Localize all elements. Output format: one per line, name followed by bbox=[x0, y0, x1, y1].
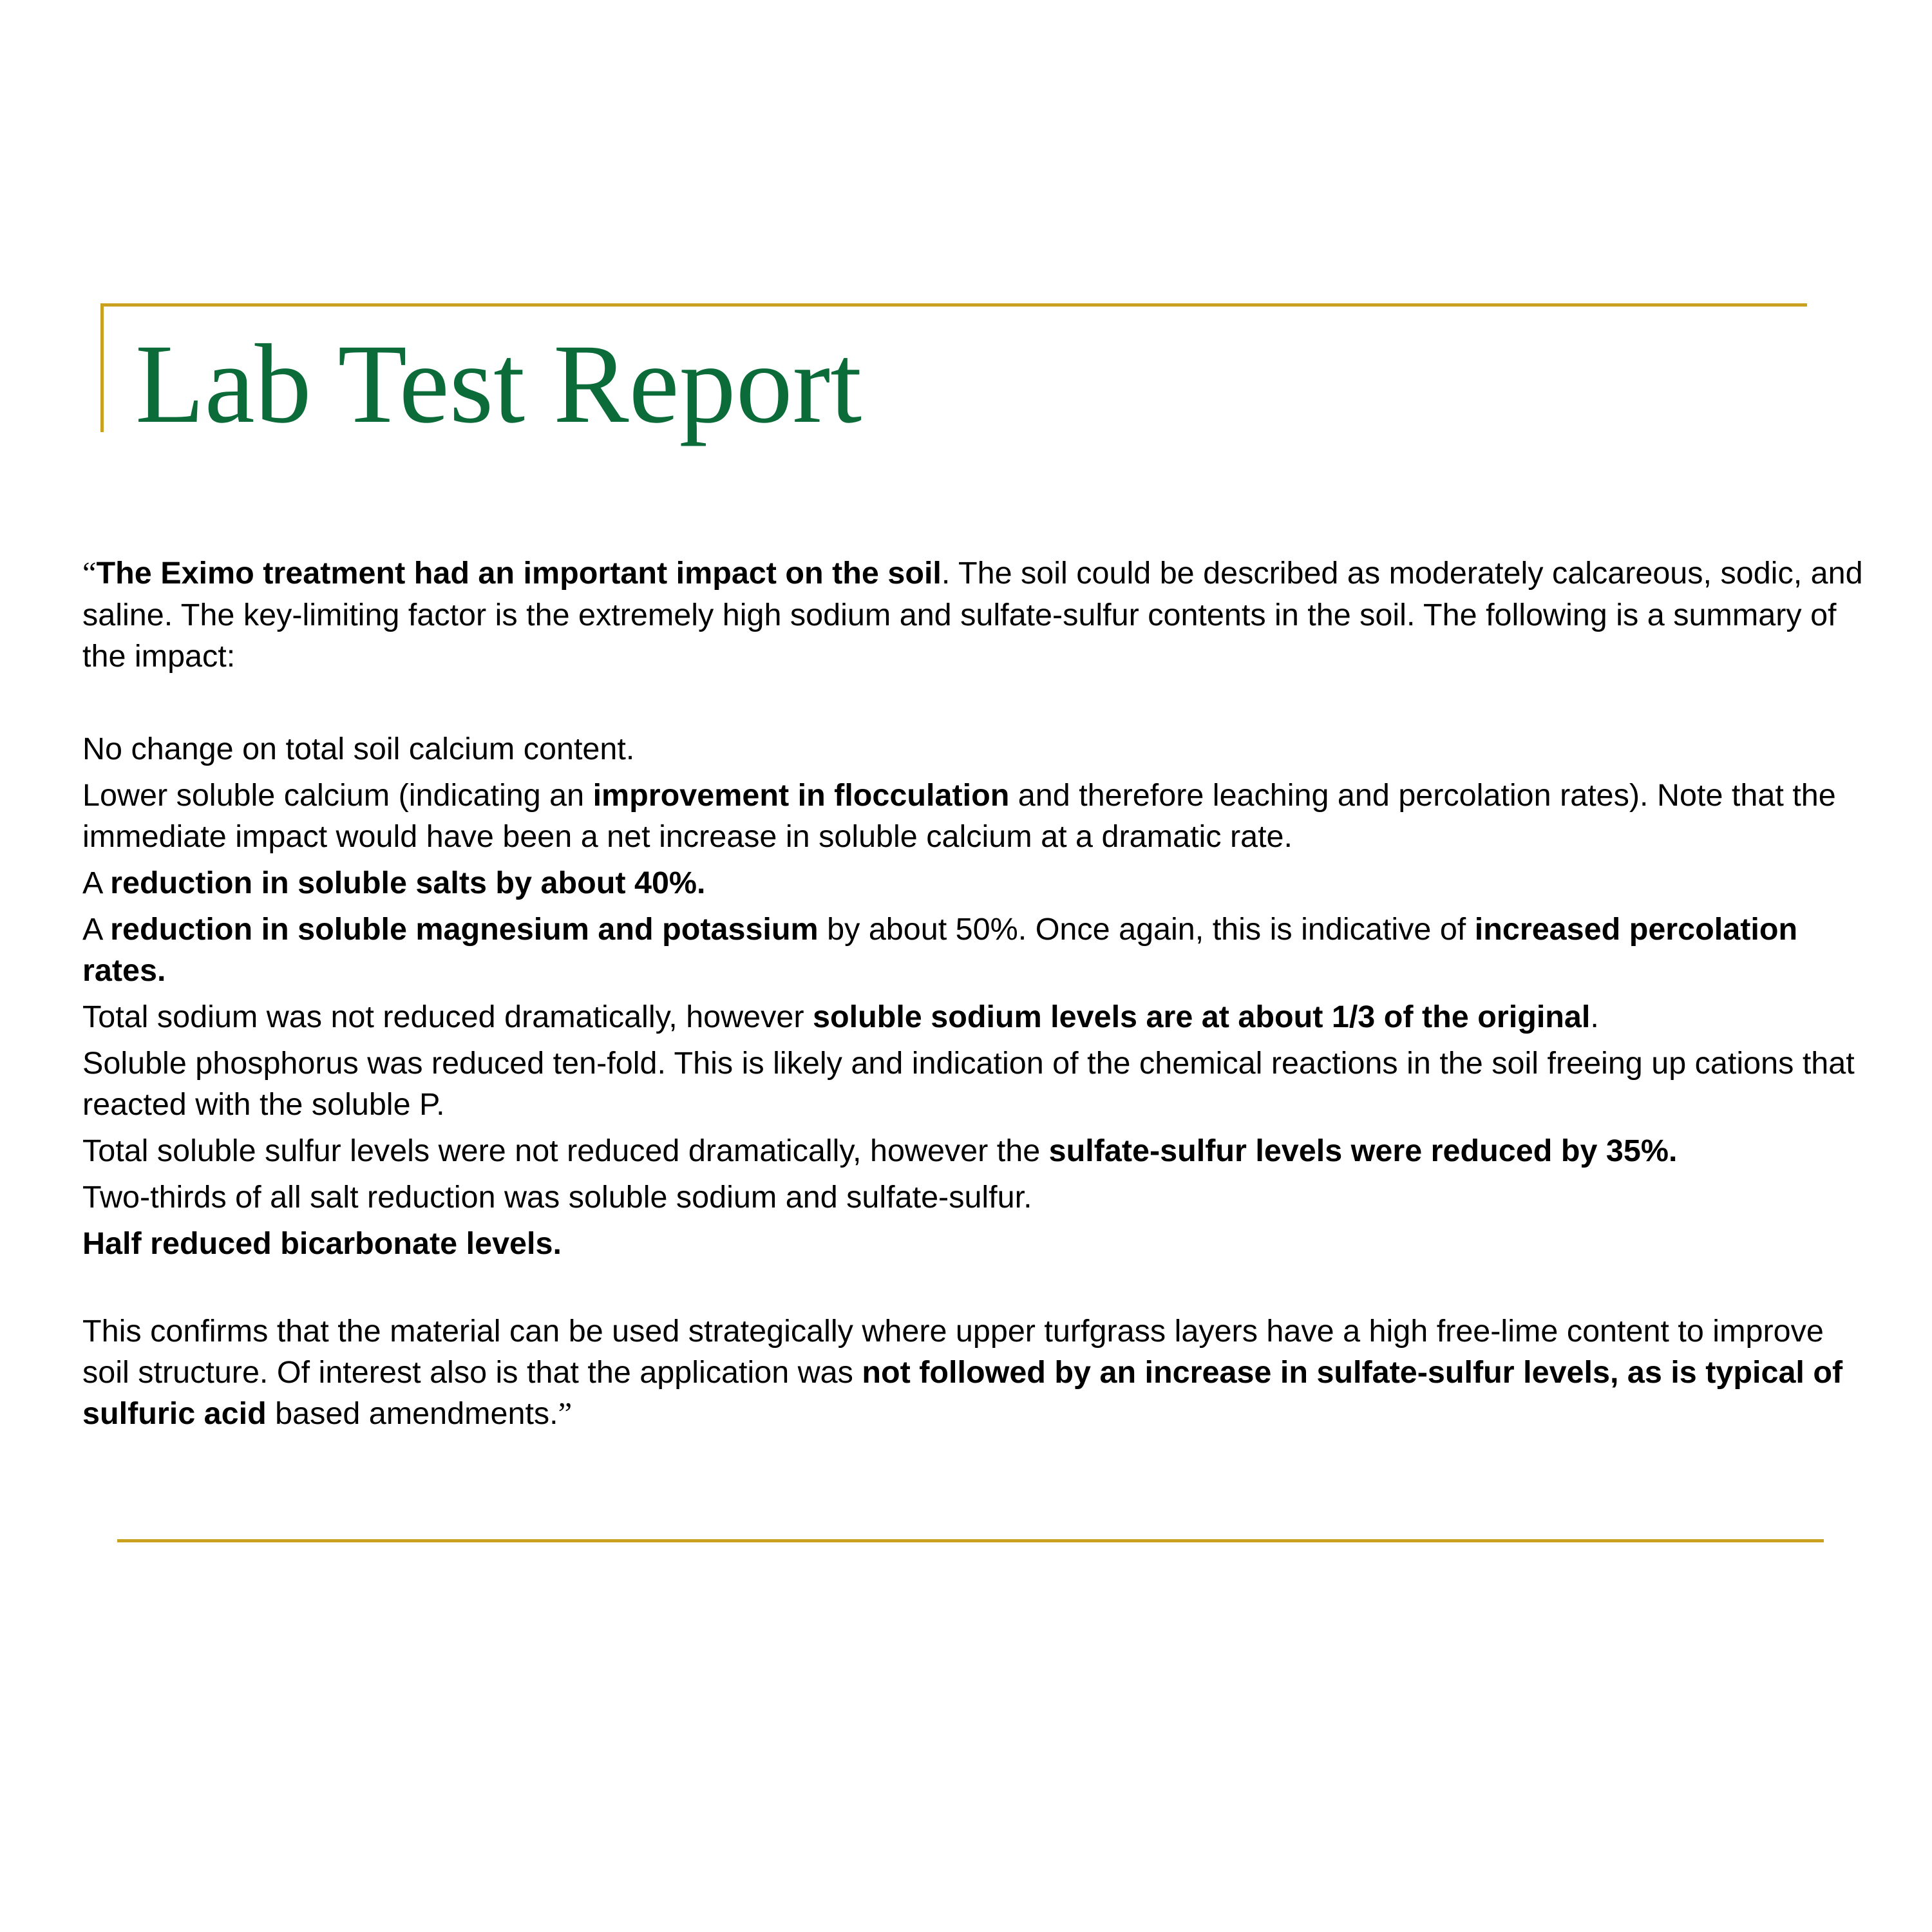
item-bold: improvement in flocculation bbox=[592, 778, 1010, 813]
close-quote: ” bbox=[558, 1397, 573, 1431]
conclusion-paragraph bbox=[82, 1311, 1873, 1435]
impact-item-soluble-salts bbox=[82, 862, 1873, 904]
item-bold: reduction in soluble magnesium and potassium bbox=[110, 912, 819, 947]
item-text: Soluble phosphorus was reduced ten-fold. This is likely and indication of the chemical reactions in the soil freeing up cations that reacted with the soluble P. bbox=[82, 1046, 1855, 1122]
intro-bold-lead: The Eximo treatment had an important impact on the soil bbox=[96, 556, 942, 591]
item-text: A bbox=[82, 866, 111, 900]
item-text: A bbox=[82, 912, 111, 947]
item-text: No change on total soil calcium content. bbox=[82, 732, 635, 766]
item-text: and therefore leaching and percolation rates). Note that the immediate impact would have been a net increase in soluble calcium at a dramatic rate. bbox=[82, 778, 1836, 854]
impact-item-bicarbonate bbox=[82, 1223, 1873, 1264]
title-top-rule bbox=[100, 303, 1807, 307]
open-quote: “ bbox=[82, 556, 97, 591]
intro-paragraph bbox=[82, 553, 1873, 677]
item-text: Total sodium was not reduced dramatically, however bbox=[82, 999, 813, 1034]
item-text: Two-thirds of all salt reduction was soluble sodium and sulfate-sulfur. bbox=[82, 1180, 1032, 1215]
impact-item-sulfur bbox=[82, 1130, 1873, 1171]
spacer bbox=[82, 1269, 1873, 1311]
spacer bbox=[82, 677, 1873, 728]
conclusion-text: This confirms that the material can be used strategically where upper turfgrass layers have a high free-lime content to improve soil structure. Of interest also is that the application was bbox=[82, 1314, 1824, 1390]
impact-item-salt-reduction bbox=[82, 1177, 1873, 1218]
bottom-rule bbox=[117, 1539, 1824, 1542]
conclusion-text: based amendments. bbox=[266, 1396, 558, 1431]
item-text: Total soluble sulfur levels were not reduced dramatically, however the bbox=[82, 1133, 1049, 1168]
report-body bbox=[82, 553, 1873, 1435]
intro-text: . The soil could be described as moderately calcareous, sodic, and saline. The key-limiting factor is the extremely high sodium and sulfate-sulfur contents in the soil. The following is a summary of the impact: bbox=[82, 556, 1863, 674]
impact-item-soluble-calcium bbox=[82, 775, 1873, 857]
impact-list bbox=[82, 728, 1873, 1264]
item-bold: soluble sodium levels are at about 1/3 of the original bbox=[813, 999, 1591, 1034]
item-bold: Half reduced bicarbonate levels. bbox=[82, 1226, 562, 1261]
impact-item-calcium-total bbox=[82, 728, 1873, 770]
title-left-rule bbox=[100, 303, 104, 432]
item-text: Lower soluble calcium (indicating an bbox=[82, 778, 593, 813]
item-text: by about 50%. Once again, this is indicative of bbox=[818, 912, 1475, 947]
impact-item-sodium bbox=[82, 996, 1873, 1037]
item-bold: reduction in soluble salts by about 40%. bbox=[110, 866, 706, 900]
impact-item-magnesium-potassium bbox=[82, 909, 1873, 991]
impact-item-phosphorus bbox=[82, 1043, 1873, 1125]
page-title: Lab Test Report bbox=[135, 321, 862, 447]
conclusion-bold: not followed by an increase in sulfate-sulfur levels, as is typical of sulfuric acid bbox=[82, 1355, 1843, 1431]
item-text: . bbox=[1590, 999, 1599, 1034]
item-bold: sulfate-sulfur levels were reduced by 35%. bbox=[1048, 1133, 1678, 1168]
item-bold: increased percolation rates. bbox=[82, 912, 1798, 988]
